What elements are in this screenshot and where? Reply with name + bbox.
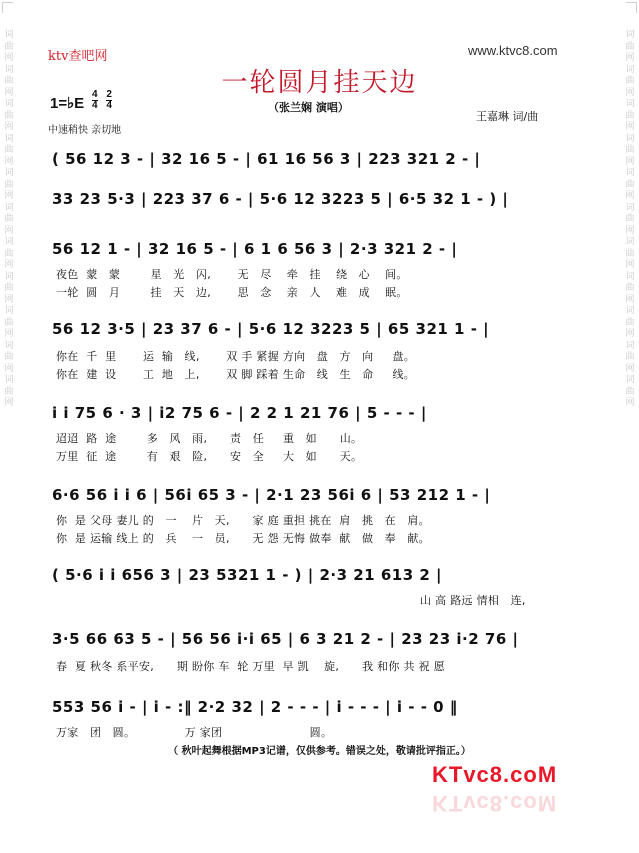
brand-logo-reflection: KTvc8.coM: [432, 791, 558, 816]
lyric-line-9a: 万家 团 圆。 万 家团 圆。: [56, 726, 333, 739]
performer: （张兰娴 演唱）: [268, 101, 349, 114]
time-bottom-2: 4: [106, 100, 112, 111]
score-line-7: ( 5·6 i i 656 3 | 23 5321 1 - ) | 2·3 21 613 2 |: [52, 566, 443, 584]
lyric-line-7a: 山 高 路远 情相 连,: [420, 594, 526, 607]
lyric-line-6b: 你 是 运输 线上 的 兵 一 员, 无 怨 无悔 做奉 献 做 奉 献。: [56, 532, 430, 545]
score-line-3: 56 12 1 - | 32 16 5 - | 6 1 6 56 3 | 2·3 321 2 - |: [52, 240, 458, 258]
score-line-4: 56 12 3·5 | 23 37 6 - | 5·6 12 3223 5 | 65 321 1 - |: [52, 320, 490, 338]
score-line-6: 6·6 56 i i 6 | 56i 65 3 - | 2·1 23 56i 6 | 53 212 1 - |: [52, 486, 491, 504]
score-line-1: ( 56 12 3 - | 32 16 5 - | 61 16 56 3 | 223 321 2 - |: [52, 150, 481, 168]
lyric-line-3a: 夜色 蒙 蒙 星 光 闪, 无 尽 牵 挂 绕 心 间。: [56, 268, 408, 281]
score-line-2: 33 23 5·3 | 223 37 6 - | 5·6 12 3223 5 | 6·5 32 1 - ) |: [52, 190, 509, 208]
footer-note: （ 秋叶起舞根据MP3记谱，仅供参考。错误之处，敬请批评指正。）: [168, 746, 471, 757]
lyric-line-8a: 春 夏 秋冬 系平安, 期 盼你 车 轮 万里 早 凯 旋, 我 和你 共 祝 愿: [56, 660, 445, 673]
time-signature: [92, 90, 112, 111]
lyric-line-6a: 你 是 父母 妻儿 的 一 片 天, 家 庭 重担 挑在 肩 挑 在 肩。: [56, 514, 430, 527]
brand-logo: KTvc8.coM: [432, 762, 558, 787]
lyric-line-5b: 万里 征 途 有 艰 险, 安 全 大 如 天。: [56, 450, 363, 463]
lyric-line-5a: 迢迢 路 途 多 风 雨, 责 任 重 如 山。: [56, 432, 363, 445]
tempo-marking: 中速稍快 亲切地: [48, 125, 122, 136]
lyric-line-4a: 你在 千 里 运 输 线, 双 手 紧握 方向 盘 方 向 盘。: [56, 350, 416, 363]
key-signature: 1=♭E: [50, 95, 85, 112]
site-url: www.ktvc8.com: [468, 43, 558, 58]
score-line-5: i i 75 6 · 3 | i2 75 6 - | 2 2 1 21 76 | 5 - - - |: [52, 404, 427, 422]
watermark-left: 词曲网词曲网词曲网词曲网词曲网词曲网词曲网词曲网词曲网词曲网词曲网: [4, 30, 14, 408]
corner-mark: [626, 2, 637, 13]
score-line-8: 3·5 66 63 5 - | 56 56 i·i 65 | 6 3 21 2 - | 23 23 i·2 76 |: [52, 630, 519, 648]
lyric-line-4b: 你在 建 设 工 地 上, 双 脚 踩着 生命 线 生 命 线。: [56, 368, 416, 381]
lyric-line-3b: 一轮 圆 月 挂 天 边, 思 念 亲 人 难 成 眠。: [56, 286, 408, 299]
composer-credit: 王嘉琳 词/曲: [476, 110, 539, 123]
song-title: 一轮圆月挂天边: [221, 68, 418, 98]
watermark-right: 词曲网词曲网词曲网词曲网词曲网词曲网词曲网词曲网词曲网词曲网词曲网: [625, 30, 635, 408]
time-top-2: 2: [106, 89, 112, 100]
corner-mark: [2, 2, 13, 13]
score-line-9: 553 56 i - | i - :‖ 2·2 32 | 2 - - - | i - - - | i - - 0 ‖: [52, 698, 458, 716]
time-top-1: 4: [92, 89, 98, 100]
site-logo: ktv查吧网: [48, 49, 108, 64]
time-bottom-1: 4: [92, 100, 98, 111]
